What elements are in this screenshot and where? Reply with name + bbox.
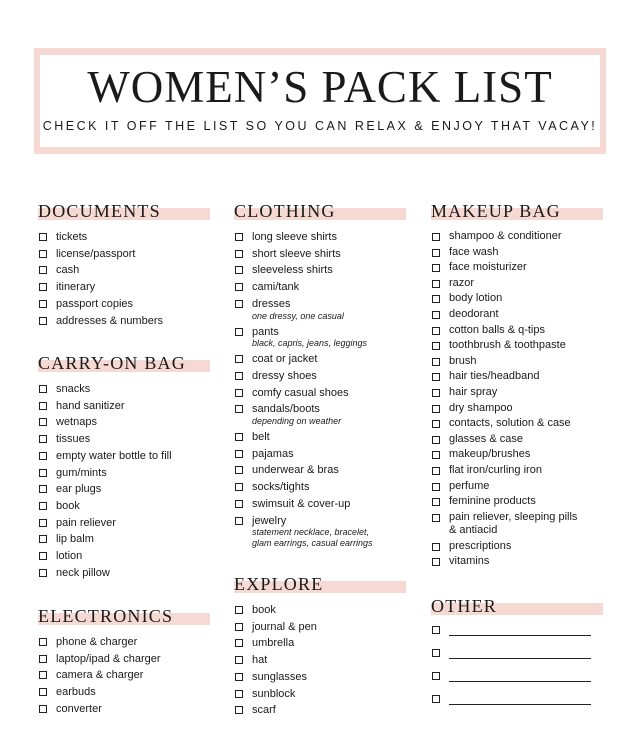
checklist-item: [234, 429, 406, 446]
checkbox[interactable]: [39, 283, 47, 291]
item-label: book: [56, 499, 80, 512]
item-label: belt: [252, 431, 270, 444]
checkbox[interactable]: [432, 558, 440, 566]
checkbox[interactable]: [235, 690, 243, 698]
checklist-item: [234, 669, 406, 686]
item-label: dresses: [252, 297, 291, 310]
checklist-item: [234, 401, 406, 427]
checkbox[interactable]: [235, 606, 243, 614]
section-documents: [38, 199, 210, 329]
checkbox[interactable]: [235, 483, 243, 491]
checklist-item: [234, 351, 406, 368]
checkbox[interactable]: [39, 705, 47, 713]
checklist-item: [234, 262, 406, 279]
checklist-item: [431, 510, 603, 539]
item-label: wetnaps: [56, 416, 97, 429]
checklist-item: [38, 481, 210, 498]
checkbox[interactable]: [235, 500, 243, 508]
checklist-item: [38, 684, 210, 701]
item-label: dry shampoo: [449, 401, 513, 414]
item-label: pants: [252, 325, 279, 338]
blank-checklist-item: [431, 670, 603, 693]
checkbox[interactable]: [432, 342, 440, 350]
checkbox[interactable]: [432, 626, 440, 634]
checklist-item: [234, 479, 406, 496]
checklist-item: [431, 276, 603, 292]
item-label: short sleeve shirts: [252, 247, 341, 260]
checklist-item: [234, 446, 406, 463]
item-label: dressy shoes: [252, 369, 317, 382]
item-label: snacks: [56, 383, 91, 395]
checklist-item: [234, 513, 406, 550]
item-label: vitamins: [449, 555, 490, 568]
checkbox[interactable]: [235, 433, 243, 441]
checkbox[interactable]: [235, 450, 243, 458]
write-in-line[interactable]: [449, 704, 591, 705]
checkbox[interactable]: [432, 451, 440, 459]
item-label: prescriptions: [449, 539, 512, 552]
checkbox[interactable]: [39, 688, 47, 696]
checkbox[interactable]: [235, 623, 243, 631]
checkbox[interactable]: [39, 317, 47, 325]
checklist-item: [431, 401, 603, 417]
item-label: license/passport: [56, 247, 136, 260]
checklist-item: [38, 262, 210, 279]
checkbox[interactable]: [432, 514, 440, 522]
checklist-item: [38, 398, 210, 415]
section-title: ELECTRONICS: [38, 606, 174, 626]
checkbox[interactable]: [235, 355, 243, 363]
checklist-item: [431, 260, 603, 276]
checklist-item: [234, 229, 406, 246]
checklist-item: [38, 246, 210, 263]
write-in-line[interactable]: [449, 658, 591, 659]
checkbox[interactable]: [432, 436, 440, 444]
section-title: CARRY-ON BAG: [38, 353, 186, 373]
checklist-item: [38, 296, 210, 313]
item-label: swimsuit & cover-up: [252, 497, 351, 510]
checkbox[interactable]: [39, 250, 47, 258]
item-label: shampoo & conditioner: [449, 230, 562, 242]
item-label: scarf: [252, 704, 276, 717]
item-label: passport copies: [56, 297, 134, 310]
item-label: tickets: [56, 231, 88, 243]
checkbox[interactable]: [432, 672, 440, 680]
checklist-item: [38, 279, 210, 296]
checkbox[interactable]: [235, 266, 243, 274]
section-title: EXPLORE: [234, 574, 324, 594]
item-label: pajamas: [252, 447, 294, 460]
item-label: cotton balls & q-tips: [449, 323, 545, 336]
item-label: pain reliever, sleeping pills: [449, 510, 578, 523]
checklist-item: [38, 381, 210, 398]
item-note: black, capris, jeans, leggings: [252, 338, 368, 349]
write-in-line[interactable]: [449, 635, 591, 636]
checkbox[interactable]: [235, 250, 243, 258]
checkbox[interactable]: [235, 405, 243, 413]
checkbox[interactable]: [432, 295, 440, 303]
checkbox[interactable]: [235, 673, 243, 681]
item-label: hat: [252, 654, 268, 667]
blank-checklist-item: [431, 693, 603, 716]
checklist-item: [431, 494, 603, 510]
checklist-item: [431, 369, 603, 385]
item-label: jewelry: [252, 514, 287, 527]
item-label: brush: [449, 354, 477, 367]
checkbox[interactable]: [235, 372, 243, 380]
checkbox[interactable]: [235, 466, 243, 474]
section-title: CLOTHING: [234, 201, 336, 221]
item-label: face moisturizer: [449, 261, 527, 274]
checkbox[interactable]: [39, 266, 47, 274]
checkbox[interactable]: [432, 373, 440, 381]
checklist-item: [38, 448, 210, 465]
checklist-item: [234, 619, 406, 636]
checkbox[interactable]: [235, 706, 243, 714]
item-label: converter: [56, 702, 102, 715]
item-label: hair ties/headband: [449, 370, 540, 383]
section-carry-on: [38, 351, 210, 581]
section-explore: [234, 572, 406, 719]
checkbox[interactable]: [39, 418, 47, 426]
checklist-item: [38, 667, 210, 684]
checkbox[interactable]: [39, 519, 47, 527]
item-label: journal & pen: [252, 620, 317, 633]
checkbox[interactable]: [235, 233, 243, 241]
item-label: socks/tights: [252, 481, 310, 494]
header-box: [40, 55, 600, 147]
checkbox[interactable]: [235, 328, 243, 336]
section-title: MAKEUP BAG: [431, 201, 561, 221]
item-label: phone & charger: [56, 636, 138, 648]
item-label: book: [252, 604, 276, 616]
checkbox[interactable]: [235, 656, 243, 664]
checkbox[interactable]: [39, 385, 47, 393]
item-label: cami/tank: [252, 281, 300, 294]
checklist-item: [38, 531, 210, 548]
checkbox[interactable]: [432, 358, 440, 366]
item-label: laptop/ipad & charger: [56, 652, 161, 665]
item-label: hair spray: [449, 385, 498, 398]
section-makeup: [431, 199, 603, 570]
checkbox[interactable]: [39, 233, 47, 241]
section-title: OTHER: [431, 596, 497, 616]
item-label: glasses & case: [449, 432, 523, 445]
checklist-item: [431, 354, 603, 370]
checkbox[interactable]: [432, 233, 440, 241]
checkbox[interactable]: [432, 264, 440, 272]
section-title: DOCUMENTS: [38, 201, 161, 221]
checkbox[interactable]: [235, 639, 243, 647]
item-label: hand sanitizer: [56, 399, 125, 412]
checkbox[interactable]: [39, 552, 47, 560]
item-note: glam earrings, casual earrings: [252, 538, 373, 549]
checklist-item: [431, 291, 603, 307]
item-label: itinerary: [56, 281, 96, 294]
checkbox[interactable]: [432, 483, 440, 491]
section-electronics: [38, 604, 210, 718]
checklist-item: [38, 515, 210, 532]
checklist-item: [431, 539, 603, 555]
section-other: [431, 594, 603, 716]
checklist-item: [234, 702, 406, 719]
checklist-item: [234, 296, 406, 322]
item-label: perfume: [449, 479, 490, 492]
item-label: lotion: [56, 550, 83, 563]
checklist-item: [431, 385, 603, 401]
checkbox[interactable]: [432, 649, 440, 657]
item-label: tissues: [56, 433, 91, 446]
checklist-item: [234, 279, 406, 296]
checklist-item: [38, 431, 210, 448]
item-label: toothbrush & toothpaste: [449, 339, 566, 352]
page-title: WOMEN’S PACK LIST: [87, 62, 553, 112]
item-label: earbuds: [56, 686, 96, 699]
checklist-item: [431, 479, 603, 495]
blank-checklist-item: [431, 647, 603, 670]
item-label: coat or jacket: [252, 353, 318, 366]
item-label: umbrella: [252, 637, 295, 650]
item-label: cash: [56, 264, 80, 277]
checklist-item: [38, 651, 210, 668]
checkbox[interactable]: [39, 535, 47, 543]
checklist-item: [431, 229, 603, 245]
checklist-item: [234, 602, 406, 619]
item-label: body lotion: [449, 292, 503, 305]
item-label: long sleeve shirts: [252, 231, 337, 243]
checkbox[interactable]: [39, 300, 47, 308]
checkbox[interactable]: [235, 300, 243, 308]
checklist-item: [431, 416, 603, 432]
item-label: ear plugs: [56, 483, 102, 496]
checkbox[interactable]: [432, 543, 440, 551]
checkbox[interactable]: [39, 469, 47, 477]
item-label: addresses & numbers: [56, 314, 163, 327]
checkbox[interactable]: [39, 402, 47, 410]
write-in-line[interactable]: [449, 681, 591, 682]
checkbox[interactable]: [432, 405, 440, 413]
item-label: flat iron/curling iron: [449, 463, 542, 476]
checklist-item: [234, 324, 406, 350]
blank-checklist-item: [431, 624, 603, 647]
item-label: sunblock: [252, 687, 296, 700]
checklist-item: [38, 313, 210, 330]
checklist-item: [431, 307, 603, 323]
checklist-item: [431, 323, 603, 339]
item-note: one dressy, one casual: [252, 310, 344, 321]
checklist-item: [38, 229, 210, 246]
checklist-item: [431, 432, 603, 448]
item-label: contacts, solution & case: [449, 417, 571, 430]
checklist-item: [38, 465, 210, 482]
checklist-item: [38, 634, 210, 651]
checkbox[interactable]: [235, 389, 243, 397]
checkbox[interactable]: [432, 280, 440, 288]
item-label: feminine products: [449, 495, 536, 508]
item-label: camera & charger: [56, 669, 144, 682]
item-label: razor: [449, 276, 475, 289]
checkbox[interactable]: [39, 655, 47, 663]
checkbox[interactable]: [39, 435, 47, 443]
checklist-item: [431, 554, 603, 570]
checkbox[interactable]: [39, 569, 47, 577]
item-label: underwear & bras: [252, 464, 339, 477]
item-label-continued: & antiacid: [449, 524, 498, 537]
item-label: gum/mints: [56, 466, 107, 479]
checkbox[interactable]: [432, 467, 440, 475]
checklist-item: [234, 496, 406, 513]
checkbox[interactable]: [432, 695, 440, 703]
checkbox[interactable]: [432, 420, 440, 428]
checkbox[interactable]: [432, 389, 440, 397]
checkbox[interactable]: [235, 517, 243, 525]
checkbox[interactable]: [432, 249, 440, 257]
checklist-item: [234, 652, 406, 669]
item-label: makeup/brushes: [449, 448, 531, 461]
item-label: pain reliever: [56, 516, 116, 529]
item-label: empty water bottle to fill: [56, 449, 172, 462]
checklist-item: [431, 338, 603, 354]
checklist-item: [38, 498, 210, 515]
item-note: depending on weather: [252, 416, 342, 427]
item-label: lip balm: [56, 533, 94, 546]
item-label: sunglasses: [252, 670, 308, 683]
item-note: statement necklace, bracelet,: [252, 527, 370, 538]
checkbox[interactable]: [432, 498, 440, 506]
checkbox[interactable]: [432, 311, 440, 319]
checklist-item: [234, 635, 406, 652]
item-label: neck pillow: [56, 566, 110, 579]
checkbox[interactable]: [39, 452, 47, 460]
checklist-item: [234, 462, 406, 479]
checklist-item: [38, 701, 210, 718]
checkbox[interactable]: [39, 671, 47, 679]
item-label: deodorant: [449, 307, 499, 320]
checkbox[interactable]: [39, 638, 47, 646]
item-label: sleeveless shirts: [252, 264, 333, 277]
checklist-item: [38, 565, 210, 582]
checklist-item: [38, 414, 210, 431]
section-clothing: [234, 199, 406, 551]
checklist-item: [234, 686, 406, 703]
checklist-item: [431, 245, 603, 261]
item-label: sandals/boots: [252, 403, 320, 416]
item-label: face wash: [449, 245, 499, 258]
checklist-item: [38, 548, 210, 565]
checklist-item: [234, 368, 406, 385]
checklist-item: [431, 447, 603, 463]
checkbox[interactable]: [235, 283, 243, 291]
checkbox[interactable]: [39, 485, 47, 493]
checkbox[interactable]: [39, 502, 47, 510]
checklist-item: [431, 463, 603, 479]
page-subtitle: CHECK IT OFF THE LIST SO YOU CAN RELAX & ENJOY THAT VACAY!: [42, 119, 598, 133]
checklist-item: [234, 385, 406, 402]
checkbox[interactable]: [432, 327, 440, 335]
checklist-item: [234, 246, 406, 263]
item-label: comfy casual shoes: [252, 386, 349, 399]
